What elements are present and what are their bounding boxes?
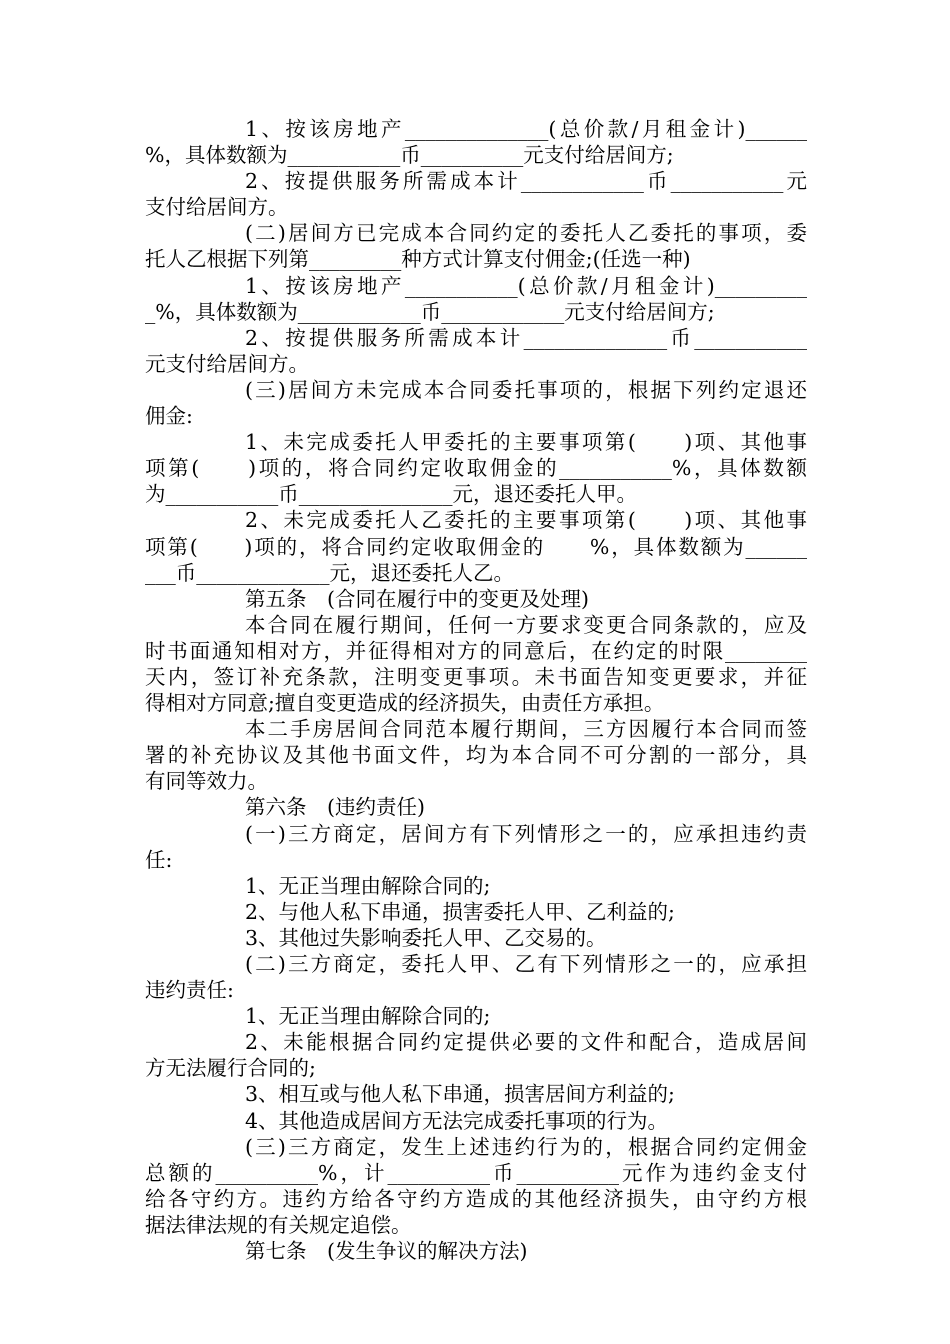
document-line: _%，具体数额为____________币____________元支付给居间方;	[145, 299, 715, 324]
document-line: 得相对方同意;擅自变更造成的经济损失，由责任方承担。	[145, 691, 665, 716]
document-line: 项第( )项的，将合同约定收取佣金的 %，具体数额为______	[145, 534, 807, 559]
document-line: 本合同在履行期间，任何一方要求变更合同条款的，应及	[245, 612, 807, 637]
document-line: 第六条 (违约责任)	[245, 795, 425, 820]
document-line: 2、与他人私下串通，损害委托人甲、乙利益的;	[245, 899, 675, 924]
document-line: 总额的__________%，计__________币__________元作为违约金支付	[145, 1160, 807, 1185]
document-line: 2、按提供服务所需成本计______________币___________	[245, 325, 807, 350]
document-line: 3、其他过失影响委托人甲、乙交易的。	[245, 925, 607, 950]
document-line: 违约责任:	[145, 978, 234, 1003]
document-line: 1、无正当理由解除合同的;	[245, 1004, 491, 1029]
document-line: 2、未完成委托人乙委托的主要事项第( )项、其他事	[245, 508, 807, 533]
document-line: 1、无正当理由解除合同的;	[245, 873, 491, 898]
document-line: 任:	[145, 847, 173, 872]
document-line: 第五条 (合同在履行中的变更及处理)	[245, 586, 589, 611]
document-body	[145, 116, 807, 1264]
document-line: 1、按该房地产______________(总价款/月租金计)______	[245, 117, 807, 141]
document-line: 1、未完成委托人甲委托的主要事项第( )项、其他事	[245, 430, 807, 455]
document-line: 支付给居间方。	[145, 195, 289, 220]
document-line: 托人乙根据下列第_________种方式计算支付佣金;(任选一种)	[145, 247, 691, 272]
document-line: (二)三方商定，委托人甲、乙有下列情形之一的，应承担	[245, 952, 807, 976]
document-line: 元支付给居间方。	[145, 351, 309, 376]
document-line: 第七条 (发生争议的解决方法)	[245, 1239, 528, 1264]
document-line: 署的补充协议及其他书面文件，均为本合同不可分割的一部分，具	[145, 743, 807, 768]
document-line: 为___________币_______________元，退还委托人甲。	[145, 482, 637, 507]
document-line: (一)三方商定，居间方有下列情形之一的，应承担违约责	[245, 821, 807, 846]
document-line: 给各守约方。违约方给各守约方造成的其他经济损失，由守约方根	[145, 1186, 807, 1211]
document-line: ___币_____________元，退还委托人乙。	[145, 560, 514, 585]
document-line: (三)居间方未完成本合同委托事项的，根据下列约定退还	[245, 377, 807, 402]
document-line: 2、按提供服务所需成本计____________币___________元	[245, 169, 807, 194]
document-line: 1、按该房地产___________(总价款/月租金计)_________	[245, 273, 807, 298]
document-line: 方无法履行合同的;	[145, 1056, 316, 1081]
document-line: 据法律法规的有关规定追偿。	[145, 1212, 412, 1237]
document-line: 2、未能根据合同约定提供必要的文件和配合，造成居间	[245, 1030, 807, 1055]
document-line: 3、相互或与他人私下串通，损害居间方利益的;	[245, 1082, 675, 1107]
document-line: (二)居间方已完成本合同约定的委托人乙委托的事项，委	[245, 221, 807, 246]
document-line: 有同等效力。	[145, 769, 268, 794]
document-line: %，具体数额为___________币__________元支付给居间方;	[145, 143, 674, 168]
document-line: 本二手房居间合同范本履行期间，三方因履行本合同而签	[245, 717, 807, 742]
document-line: 佣金:	[145, 404, 193, 429]
document-line: (三)三方商定，发生上述违约行为的，根据合同约定佣金	[245, 1134, 807, 1159]
document-line: 项第( )项的，将合同约定收取佣金的___________%，具体数额	[145, 456, 807, 481]
document-line: 天内，签订补充条款，注明变更事项。未书面告知变更要求，并征	[145, 664, 807, 689]
document-line: 时书面通知相对方，并征得相对方的同意后，在约定的时限________	[145, 638, 807, 663]
document-line: 4、其他造成居间方无法完成委托事项的行为。	[245, 1108, 669, 1133]
